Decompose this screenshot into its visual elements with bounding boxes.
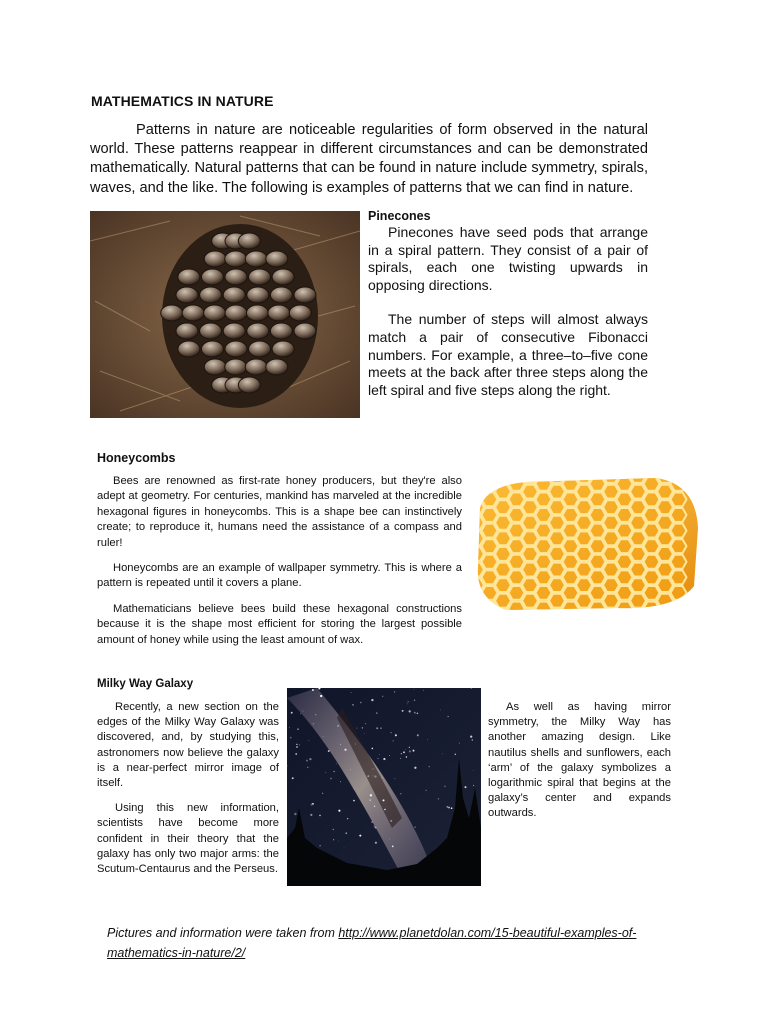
source-link[interactable]: http://www.planetdolan.com/15-beautiful-examples-of-mathematics-in-nature/2/	[107, 926, 637, 960]
pinecones-paragraph-2: The number of steps will almost always match a pair of consecutive Fibonacci numbers. For example, a three–to–five cone meets at the back after three steps along the left spiral and five steps along the right.	[368, 311, 648, 398]
source-note	[107, 924, 687, 963]
honeycombs-paragraph-3: Mathematicians believe bees build these hexagonal constructions because it is the shape most efficient for storing the largest possible amount of honey while using the least amount of wax.	[97, 602, 462, 646]
milky-way-paragraph-2: Using this new information, scientists have become more confident in their theory that the galaxy has only two major arms: the Scutum-Centaurus and the Perseus.	[97, 802, 279, 876]
honeycombs-paragraph-2: Honeycombs are an example of wallpaper symmetry. This is where a pattern is repeated until it covers a plane.	[97, 562, 462, 590]
milky-way-photo	[287, 688, 481, 886]
pinecones-heading: Pinecones	[368, 209, 431, 223]
intro-paragraph: Patterns in nature are noticeable regularities of form observed in the natural world. These patterns reappear in different circumstances and can be demonstrated mathematically. Natural patterns that can be found in nature include symmetry, spirals, waves, and the like. The following is examples of patterns that we can find in nature.	[90, 122, 648, 196]
source-note-prefix: Pictures and information were taken from	[107, 926, 339, 940]
pinecones-paragraph-1: Pinecones have seed pods that arrange in a spiral pattern. They consist of a pair of spirals, each one twisting upwards in opposing directions.	[368, 224, 648, 293]
pinecone-photo	[90, 211, 360, 418]
page-title: MATHEMATICS IN NATURE	[91, 93, 274, 109]
honeycombs-heading: Honeycombs	[97, 451, 176, 465]
honeycomb-photo	[466, 468, 710, 618]
milky-way-heading: Milky Way Galaxy	[97, 678, 194, 690]
milky-way-paragraph-3: As well as having mirror symmetry, the Milky Way has another amazing design. Like nautilus shells and sunflowers, each ‘arm’ of the galaxy symbolizes a logarithmic spiral that begins at the galaxy’s center and expands outwards.	[488, 701, 671, 820]
honeycombs-paragraph-1: Bees are renowned as first-rate honey producers, but they're also adept at geometry. For centuries, mankind has marveled at the incredible hexagonal figures in honeycombs. This is a shape bee can instinctively create; to reproduce it, humans need the assistance of a compass and ruler!	[97, 475, 462, 549]
milky-way-paragraph-1: Recently, a new section on the edges of the Milky Way Galaxy was discovered, and, by studying this, astronomers now believe the galaxy is a near-perfect mirror image of itself.	[97, 701, 279, 790]
